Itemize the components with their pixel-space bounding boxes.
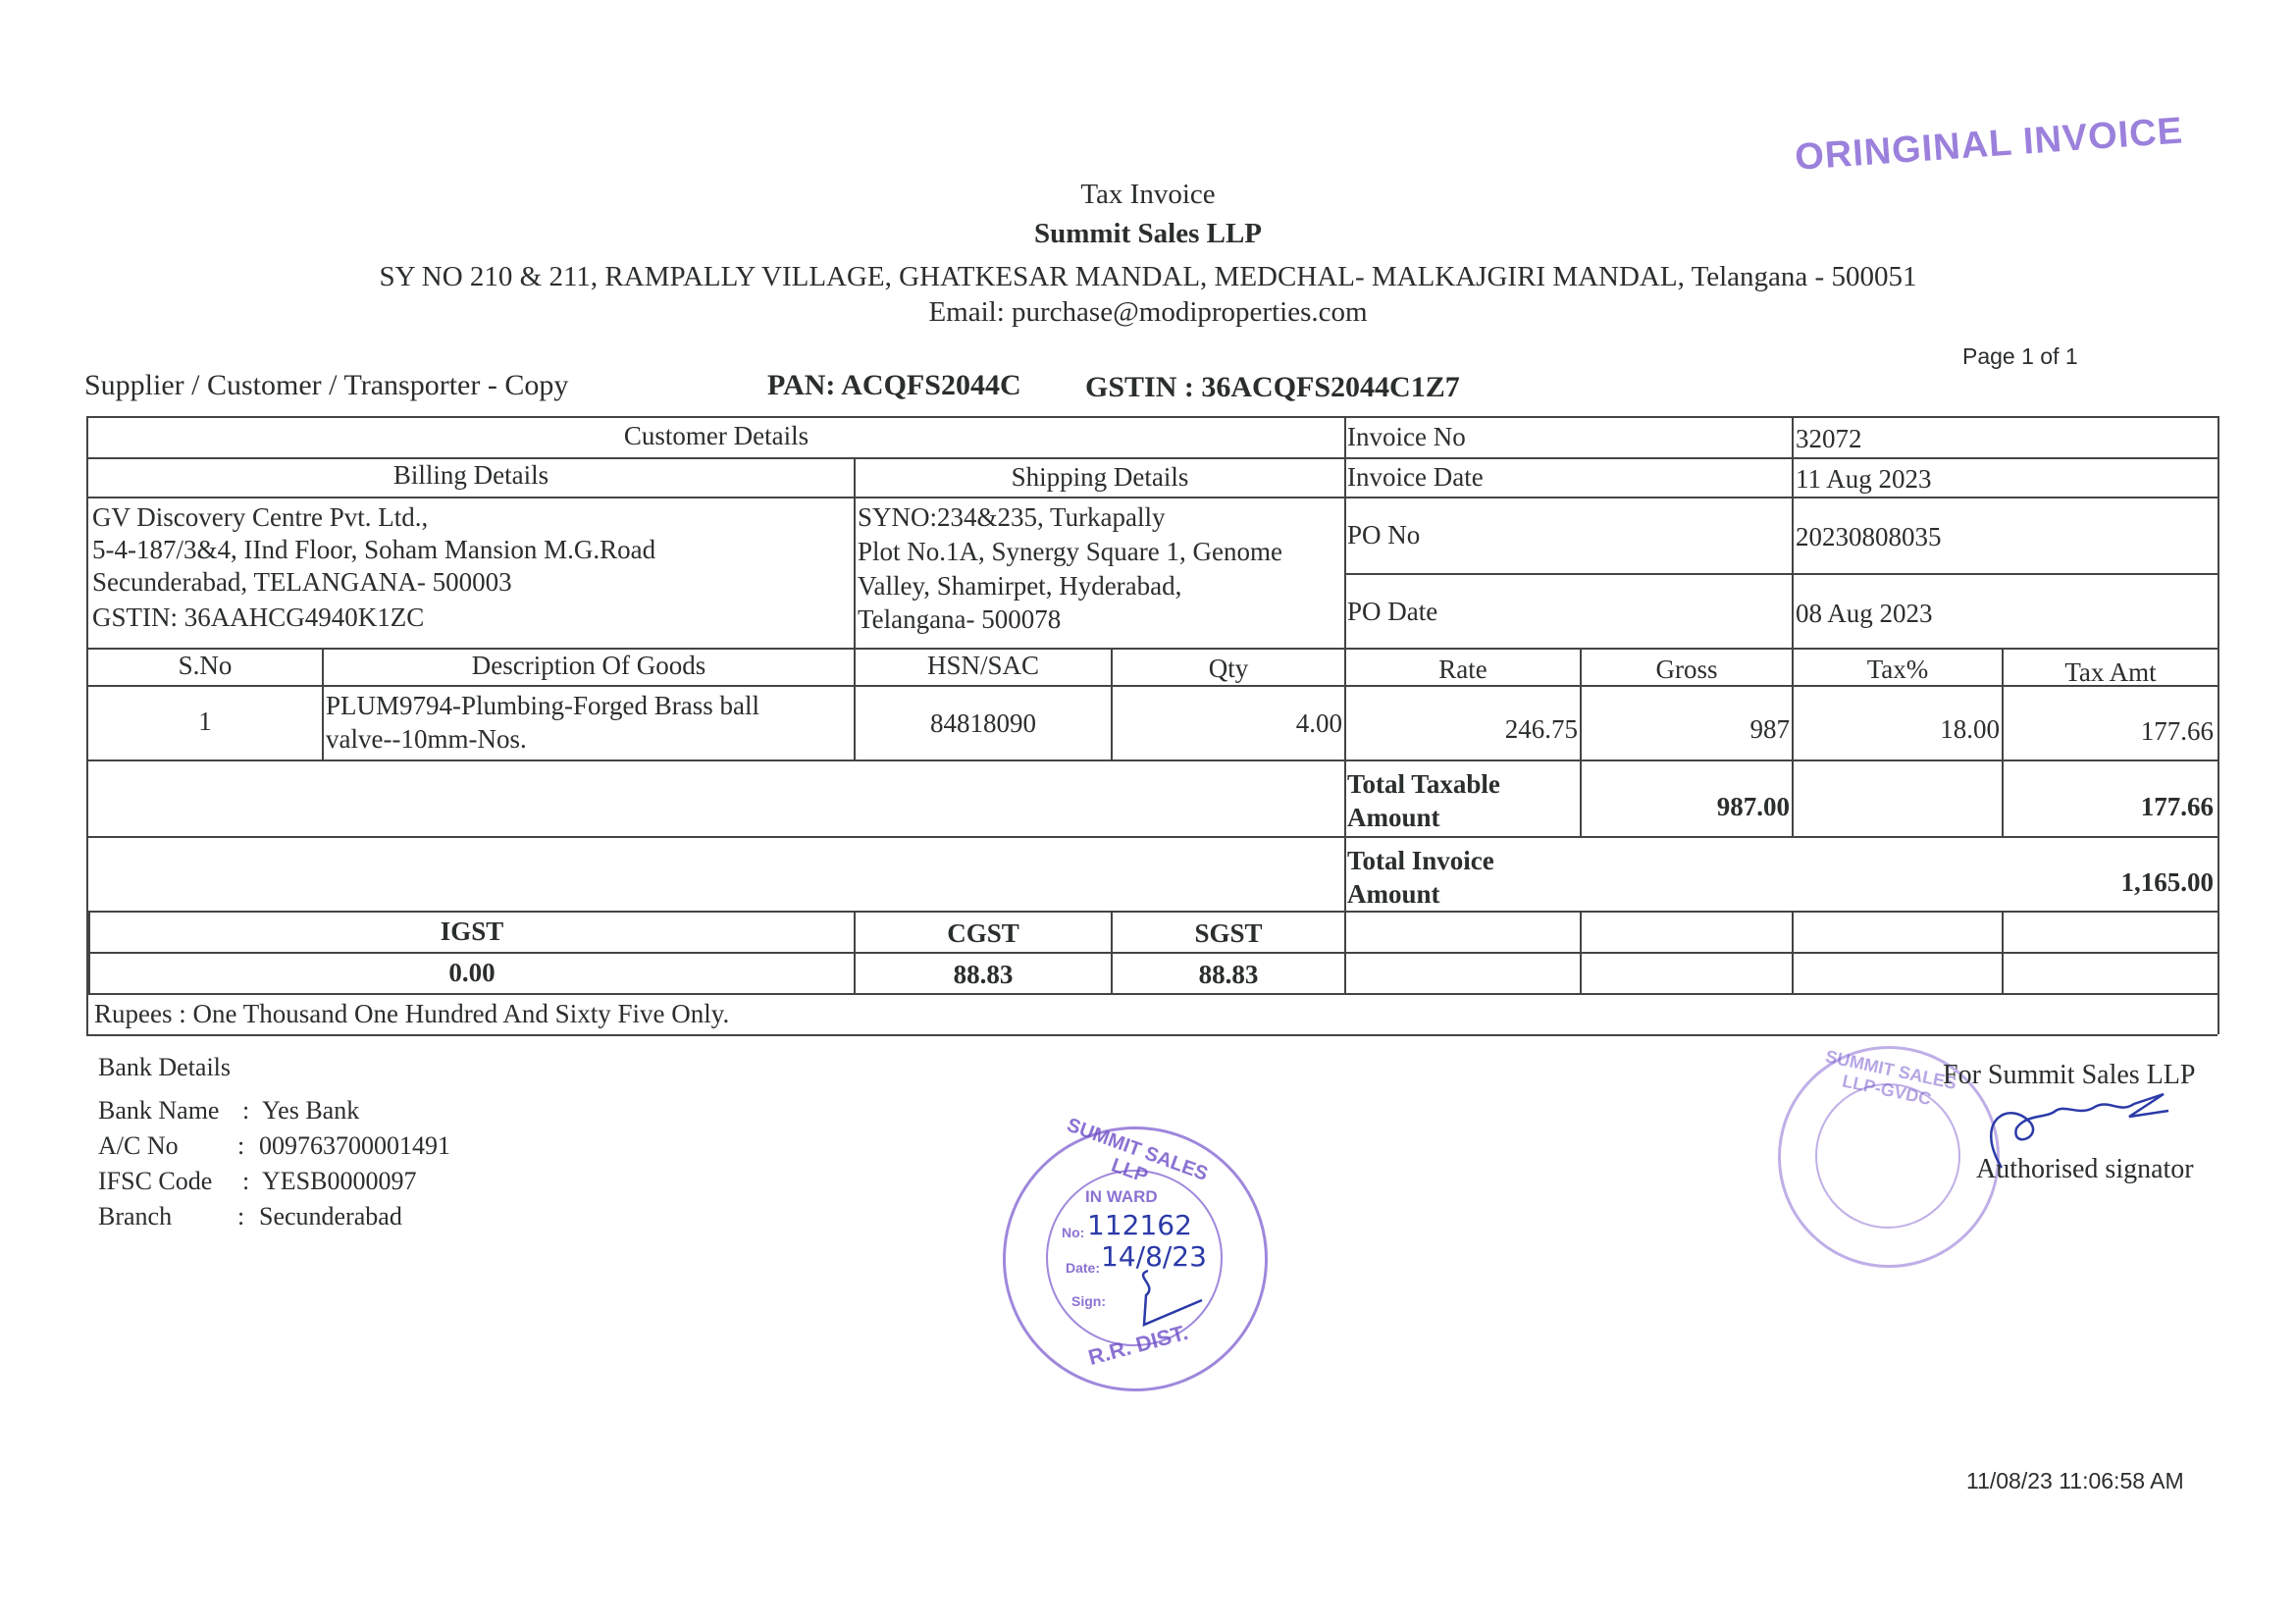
bank-separator: : <box>242 1096 250 1125</box>
grid-line <box>2218 416 2219 1034</box>
billing-line: Secunderabad, TELANGANA- 500003 <box>92 567 512 597</box>
column-header-gross: Gross <box>1655 654 1718 684</box>
column-header-hsn: HSN/SAC <box>926 651 1040 680</box>
po-no-label: PO No <box>1347 520 1421 550</box>
original-invoice-stamp: ORINGINAL INVOICE <box>1794 110 2185 179</box>
grid-line <box>86 952 2218 954</box>
item-qty: 4.00 <box>1295 708 1342 738</box>
account-no-label: A/C No <box>98 1131 179 1160</box>
po-date-label: PO Date <box>1347 597 1438 626</box>
stamp-sign-label: Sign: <box>1071 1293 1106 1309</box>
item-tax-pct: 18.00 <box>1940 714 2000 744</box>
total-invoice-amount: 1,165.00 <box>2120 867 2214 897</box>
item-gross: 987 <box>1749 714 1790 744</box>
supplier-pan: PAN: ACQFS2044C <box>767 369 1021 401</box>
invoice-no-label: Invoice No <box>1347 422 1466 451</box>
bank-name-label: Bank Name <box>98 1096 220 1125</box>
stamp-no-label: No: <box>1062 1225 1085 1240</box>
copy-label: Supplier / Customer / Transporter - Copy <box>84 369 569 401</box>
grid-line <box>1344 573 2218 575</box>
grid-line <box>1580 911 1582 993</box>
cgst-value: 88.83 <box>953 960 1014 989</box>
bank-details-title: Bank Details <box>98 1053 232 1081</box>
grid-line <box>86 911 2218 913</box>
total-invoice-label: Amount <box>1347 879 1440 909</box>
po-date-value: 08 Aug 2023 <box>1796 599 1933 628</box>
item-sno: 1 <box>198 707 212 736</box>
account-no-value: 009763700001491 <box>259 1131 450 1160</box>
total-taxable-label: Amount <box>1347 803 1440 832</box>
igst-label: IGST <box>440 916 504 946</box>
bank-separator: : <box>237 1202 245 1230</box>
column-header-tax-pct: Tax% <box>1866 654 1929 684</box>
grid-line <box>86 836 2218 838</box>
shipping-line: Plot No.1A, Synergy Square 1, Genome <box>858 537 1282 566</box>
billing-line: GV Discovery Centre Pvt. Ltd., <box>92 502 429 532</box>
ifsc-label: IFSC Code <box>98 1167 213 1195</box>
shipping-details-title: Shipping Details <box>1011 462 1189 492</box>
for-company-label: For Summit Sales LLP <box>1943 1060 2196 1090</box>
page-number: Page 1 of 1 <box>1962 343 2078 369</box>
item-tax-amt: 177.66 <box>2140 716 2214 746</box>
seal-ring-text: SUMMIT SALES LLP-GVDC <box>1823 1046 1958 1110</box>
bank-separator: : <box>237 1131 245 1160</box>
stamp-title: IN WARD <box>1085 1187 1158 1206</box>
company-address: SY NO 210 & 211, RAMPALLY VILLAGE, GHATKESAR MANDAL, MEDCHAL- MALKAJGIRI MANDAL, Telangana - 500051 <box>379 261 1917 292</box>
total-taxable-tax: 177.66 <box>2140 792 2214 821</box>
company-email: Email: purchase@modiproperties.com <box>928 296 1368 328</box>
stamp-ring-top-text: SUMMIT SALES LLP <box>1064 1114 1211 1188</box>
po-no-value: 20230808035 <box>1796 522 1942 551</box>
column-header-qty: Qty <box>1208 654 1249 683</box>
sgst-value: 88.83 <box>1198 960 1259 989</box>
stamp-ring-bottom-text: R.R. DIST. <box>1085 1319 1191 1371</box>
authorised-signatory-label: Authorised signator <box>1976 1154 2194 1184</box>
bank-name-value: Yes Bank <box>262 1096 360 1125</box>
stamp-date-label: Date: <box>1066 1260 1101 1276</box>
print-timestamp: 11/08/23 11:06:58 AM <box>1966 1468 2184 1493</box>
item-rate: 246.75 <box>1504 714 1578 744</box>
stamp-date-value: 14/8/23 <box>1101 1240 1207 1273</box>
column-header-tax-amt: Tax Amt <box>2064 657 2157 687</box>
item-description-line: PLUM9794-Plumbing-Forged Brass ball <box>326 691 760 720</box>
billing-line: 5-4-187/3&4, IInd Floor, Soham Mansion M.G.Road <box>92 535 656 564</box>
shipping-line: Telangana- 500078 <box>858 604 1062 634</box>
company-name: Summit Sales LLP <box>1033 218 1263 249</box>
column-header-rate: Rate <box>1438 654 1487 684</box>
customer-details-title: Customer Details <box>623 421 809 450</box>
grid-line <box>86 416 2218 418</box>
billing-details-title: Billing Details <box>392 460 549 490</box>
grid-line <box>86 993 2218 995</box>
billing-gstin: GSTIN: 36AAHCG4940K1ZC <box>92 602 425 632</box>
grid-line <box>86 759 2218 761</box>
grid-line <box>86 497 2218 498</box>
sgst-label: SGST <box>1194 918 1263 948</box>
ifsc-value: YESB0000097 <box>262 1167 417 1195</box>
column-header-description: Description Of Goods <box>471 651 706 680</box>
column-header-sno: S.No <box>178 651 233 680</box>
igst-value: 0.00 <box>448 958 496 987</box>
grid-line <box>1344 416 1346 993</box>
branch-label: Branch <box>98 1202 173 1230</box>
invoice-date-value: 11 Aug 2023 <box>1796 464 1932 494</box>
bank-separator: : <box>242 1167 250 1195</box>
branch-value: Secunderabad <box>259 1202 402 1230</box>
invoice-date-label: Invoice Date <box>1347 462 1484 492</box>
grid-line <box>2002 911 2004 993</box>
grid-line <box>1792 416 1794 648</box>
item-hsn: 84818090 <box>930 708 1036 738</box>
inward-signature-icon <box>1128 1266 1226 1335</box>
total-invoice-label: Total Invoice <box>1347 846 1494 875</box>
invoice-no-value: 32072 <box>1796 424 1862 453</box>
amount-in-words: Rupees : One Thousand One Hundred And Sixty Five Only. <box>94 999 730 1028</box>
total-taxable-gross: 987.00 <box>1716 792 1790 821</box>
cgst-label: CGST <box>947 918 1019 948</box>
document-type: Tax Invoice <box>1080 179 1216 210</box>
total-taxable-label: Total Taxable <box>1347 769 1500 799</box>
supplier-gstin: GSTIN : 36ACQFS2044C1Z7 <box>1085 371 1460 403</box>
shipping-line: Valley, Shamirpet, Hyderabad, <box>858 571 1182 601</box>
grid-line <box>1792 911 1794 993</box>
grid-line <box>86 1034 2218 1036</box>
stamp-no-value: 112162 <box>1087 1209 1192 1241</box>
item-description-line: valve--10mm-Nos. <box>326 724 527 754</box>
shipping-line: SYNO:234&235, Turkapally <box>858 502 1166 532</box>
